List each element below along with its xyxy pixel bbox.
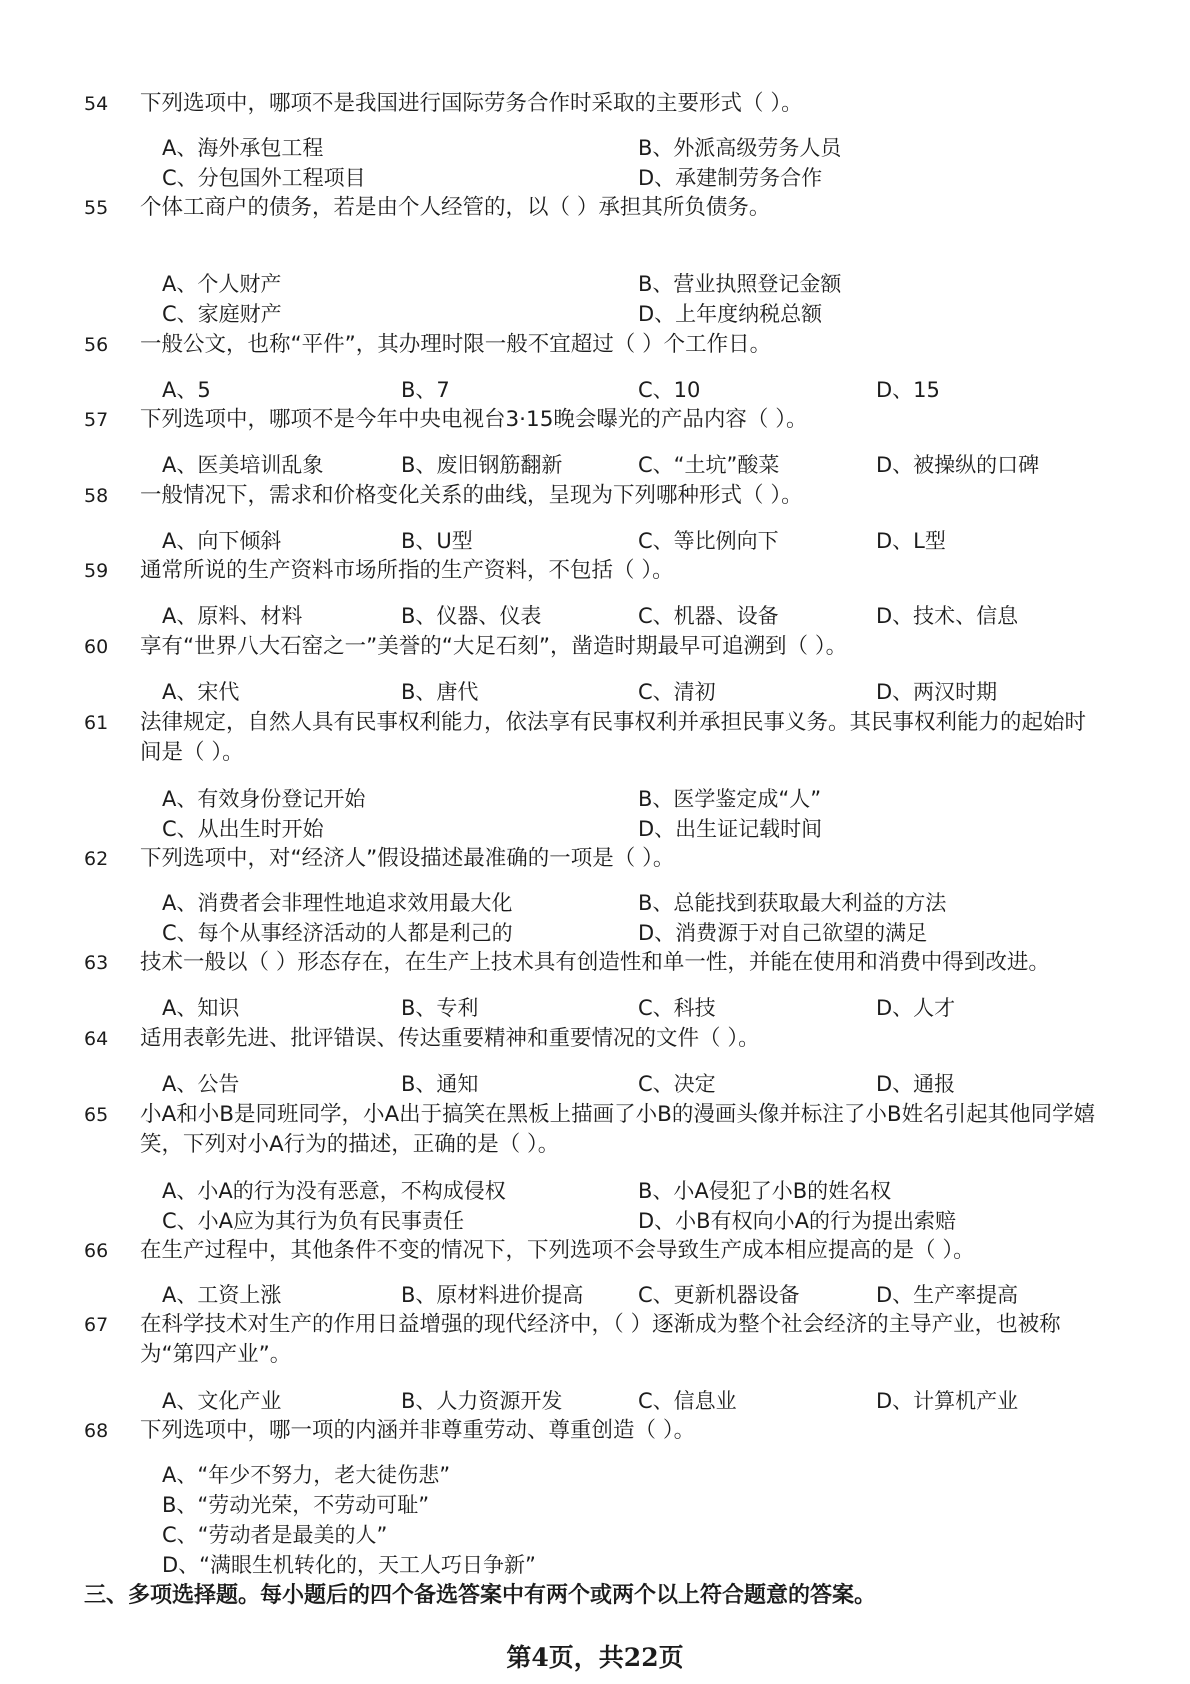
- question-text: [140, 844, 674, 874]
- question-text-line: 在科学技术对生产的作用日益增强的现代经济中，（ ）逐渐成为整个社会经济的主导产业，也被称: [140, 1312, 1061, 1337]
- option-d: D、承建制劳务合作: [638, 166, 823, 190]
- option-c: C、清初: [638, 680, 716, 704]
- question-number: 63: [84, 952, 109, 974]
- option-c: C、分包国外工程项目: [162, 166, 366, 190]
- question-number: 59: [84, 560, 109, 582]
- option-b: B、外派高级劳务人员: [638, 136, 842, 160]
- question-number: 65: [84, 1104, 109, 1126]
- question-64: [0, 1024, 1190, 1096]
- question-text-line: 下列选项中，哪项不是今年中央电视台3·15晚会曝光的产品内容（ ）。: [140, 407, 808, 432]
- option-a: A、文化产业: [162, 1389, 282, 1413]
- question-text-line: 个体工商户的债务，若是由个人经管的，以（ ）承担其所负债务。: [140, 195, 771, 220]
- option-b: B、“劳动光荣，不劳动可耻”: [162, 1493, 430, 1517]
- question-text-line: 法律规定，自然人具有民事权利能力，依法享有民事权利并承担民事义务。其民事权利能力的起始时: [140, 710, 1087, 735]
- question-text-line: 下列选项中，哪一项的内涵并非尊重劳动、尊重创造（ ）。: [140, 1418, 696, 1443]
- question-58: [0, 481, 1190, 553]
- option-d: D、上年度纳税总额: [638, 302, 823, 326]
- question-text-line: 在生产过程中，其他条件不变的情况下，下列选项不会导致生产成本相应提高的是（ ）。: [140, 1238, 975, 1263]
- question-number: 60: [84, 636, 109, 658]
- question-60: [0, 632, 1190, 704]
- option-c: C、更新机器设备: [638, 1283, 800, 1307]
- option-b: B、通知: [401, 1072, 479, 1096]
- page-footer: 第4页，共22页: [506, 1643, 684, 1672]
- option-b: B、U型: [401, 529, 473, 553]
- question-text-line: 笑，下列对小A行为的描述，正确的是（ ）。: [140, 1132, 560, 1157]
- option-a: A、公告: [162, 1072, 240, 1096]
- question-text: [140, 1236, 975, 1266]
- option-a: A、向下倾斜: [162, 529, 282, 553]
- question-number: 68: [84, 1420, 109, 1442]
- option-a: A、小A的行为没有恶意，不构成侵权: [162, 1179, 506, 1203]
- question-text: [140, 556, 674, 586]
- question-number: 58: [84, 485, 109, 507]
- option-b: B、原材料进价提高: [401, 1283, 584, 1307]
- option-b: B、医学鉴定成“人”: [638, 787, 822, 811]
- question-number: 55: [84, 197, 109, 219]
- option-a: A、医美培训乱象: [162, 453, 324, 477]
- option-d: D、人才: [876, 996, 956, 1020]
- question-text: [140, 330, 771, 360]
- option-c: C、10: [638, 378, 701, 402]
- option-b: B、仪器、仪表: [401, 604, 542, 628]
- option-c: C、决定: [638, 1072, 716, 1096]
- option-c: C、家庭财产: [162, 302, 282, 326]
- question-text: [140, 948, 1050, 978]
- question-number: 62: [84, 848, 109, 870]
- question-text: [140, 1100, 1095, 1160]
- question-text-line: 下列选项中，对“经济人”假设描述最准确的一项是（ ）。: [140, 846, 675, 871]
- question-text: [140, 481, 803, 511]
- option-d: D、技术、信息: [876, 604, 1019, 628]
- option-c: C、每个从事经济活动的人都是利己的: [162, 921, 513, 945]
- option-a: A、工资上涨: [162, 1283, 282, 1307]
- question-number: 67: [84, 1314, 109, 1336]
- option-c: C、等比例向下: [638, 529, 779, 553]
- option-c: C、“劳动者是最美的人”: [162, 1523, 388, 1547]
- option-c: C、信息业: [638, 1389, 737, 1413]
- option-b: B、唐代: [401, 680, 479, 704]
- question-number: 61: [84, 712, 109, 734]
- question-65: [0, 1100, 1190, 1233]
- question-number: 57: [84, 409, 109, 431]
- option-d: D、消费源于对自己欲望的满足: [638, 921, 928, 945]
- question-61: [0, 708, 1190, 841]
- option-b: B、废旧钢筋翻新: [401, 453, 563, 477]
- option-b: B、小A侵犯了小B的姓名权: [638, 1179, 892, 1203]
- option-a: A、个人财产: [162, 272, 282, 296]
- option-b: B、营业执照登记金额: [638, 272, 842, 296]
- question-text-line: 技术一般以（ ）形态存在，在生产上技术具有创造性和单一性，并能在使用和消费中得到改进。: [140, 950, 1050, 975]
- option-a: A、宋代: [162, 680, 240, 704]
- question-text: [140, 89, 803, 119]
- option-d: D、小B有权向小A的行为提出索赔: [638, 1209, 956, 1233]
- option-c: C、机器、设备: [638, 604, 779, 628]
- option-d: D、生产率提高: [876, 1283, 1019, 1307]
- option-c: C、从出生时开始: [162, 817, 324, 841]
- option-a: A、有效身份登记开始: [162, 787, 366, 811]
- question-number: 56: [84, 334, 109, 356]
- question-number: 54: [84, 93, 109, 115]
- question-text-line: 享有“世界八大石窑之一”美誉的“大足石刻”，凿造时期最早可追溯到（ ）。: [140, 634, 848, 659]
- question-text-line: 一般公文，也称“平件”，其办理时限一般不宜超过（ ）个工作日。: [140, 332, 772, 357]
- question-56: [0, 330, 1190, 402]
- option-a: A、消费者会非理性地追求效用最大化: [162, 891, 513, 915]
- option-b: B、人力资源开发: [401, 1389, 563, 1413]
- question-text-line: 为“第四产业”。: [140, 1342, 292, 1367]
- option-a: A、“年少不努力，老大徒伤悲”: [162, 1463, 451, 1487]
- question-text-line: 间是（ ）。: [140, 740, 244, 765]
- question-54: [0, 89, 1190, 190]
- question-text: [140, 1024, 760, 1054]
- option-d: D、计算机产业: [876, 1389, 1019, 1413]
- question-text-line: 小A和小B是同班同学，小A出于搞笑在黑板上描画了小B的漫画头像并标注了小B姓名引起其他同学嬉: [140, 1102, 1096, 1127]
- option-a: A、海外承包工程: [162, 136, 324, 160]
- question-number: 66: [84, 1240, 109, 1262]
- question-text: [140, 193, 770, 223]
- question-63: [0, 948, 1190, 1020]
- question-55: [0, 193, 1190, 326]
- option-a: A、知识: [162, 996, 240, 1020]
- question-66: [0, 1236, 1190, 1307]
- option-c: C、科技: [638, 996, 716, 1020]
- option-b: B、总能找到获取最大利益的方法: [638, 891, 947, 915]
- option-b: B、专利: [401, 996, 479, 1020]
- question-59: [0, 556, 1190, 628]
- option-d: D、15: [876, 378, 940, 402]
- question-68: [0, 1416, 1190, 1577]
- question-text: [140, 1310, 1061, 1370]
- question-text-line: 通常所说的生产资料市场所指的生产资料，不包括（ ）。: [140, 558, 674, 583]
- option-a: A、5: [162, 378, 211, 402]
- option-a: A、原料、材料: [162, 604, 303, 628]
- question-text: [140, 1416, 695, 1446]
- question-number: 64: [84, 1028, 109, 1050]
- question-text-line: 适用表彰先进、批评错误、传达重要精神和重要情况的文件（ ）。: [140, 1026, 760, 1051]
- question-text: [140, 405, 807, 435]
- question-text: [140, 708, 1086, 768]
- question-67: [0, 1310, 1190, 1413]
- question-text-line: 下列选项中，哪项不是我国进行国际劳务合作时采取的主要形式（ ）。: [140, 91, 803, 116]
- option-d: D、两汉时期: [876, 680, 998, 704]
- section-heading: 三、多项选择题。每小题后的四个备选答案中有两个或两个以上符合题意的答案。: [84, 1583, 877, 1608]
- question-text: [140, 632, 847, 662]
- question-57: [0, 405, 1190, 477]
- option-d: D、通报: [876, 1072, 956, 1096]
- option-b: B、7: [401, 378, 450, 402]
- option-c: C、小A应为其行为负有民事责任: [162, 1209, 465, 1233]
- option-d: D、L型: [876, 529, 946, 553]
- option-d: D、“满眼生机转化的，天工人巧日争新”: [162, 1553, 536, 1577]
- option-c: C、“土坑”酸菜: [638, 453, 780, 477]
- question-text-line: 一般情况下，需求和价格变化关系的曲线，呈现为下列哪种形式（ ）。: [140, 483, 803, 508]
- option-d: D、出生证记载时间: [638, 817, 823, 841]
- question-62: [0, 844, 1190, 945]
- option-d: D、被操纵的口碑: [876, 453, 1040, 477]
